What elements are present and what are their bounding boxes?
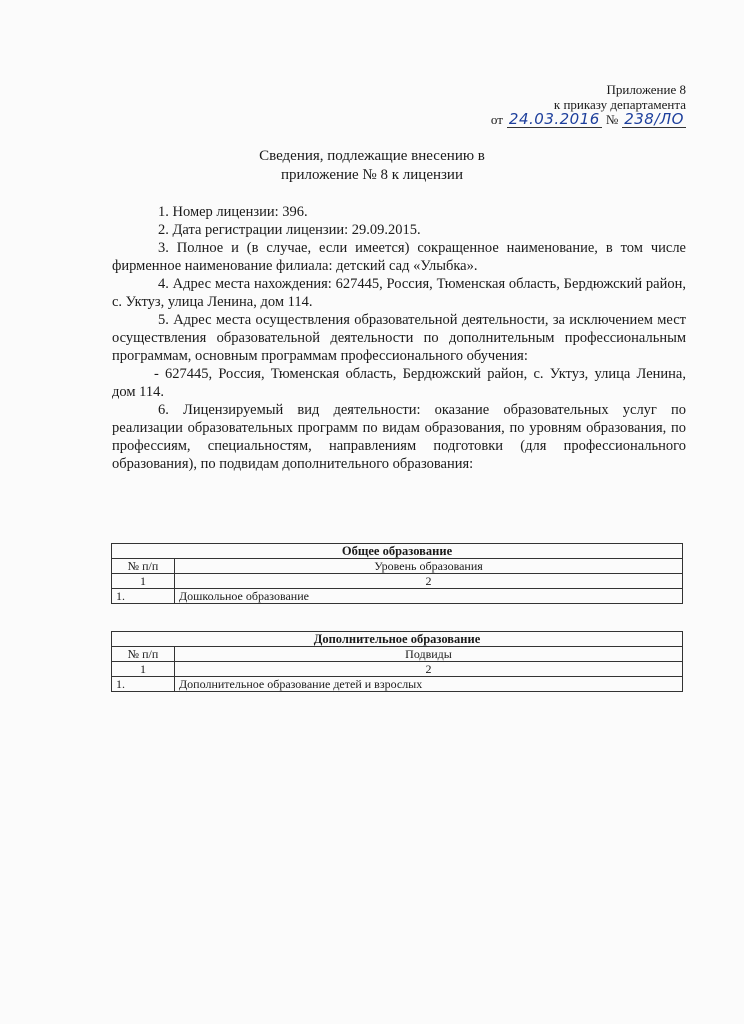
row-value: Дополнительное образование детей и взрослых — [175, 677, 683, 692]
appendix-header — [491, 82, 686, 128]
item-branch-name: 3. Полное и (в случае, если имеется) сокращенное наименование, в том числе фирменное наименование филиала: детский сад «Улыбка». — [112, 240, 686, 274]
title-line-2: приложение № 8 к лицензии — [280, 167, 463, 183]
item-registration-date: 2. Дата регистрации лицензии: 29.09.2015. — [158, 222, 421, 238]
item-licensed-activity: 6. Лицензируемый вид деятельности: оказание образовательных услуг по реализации образовательных программ по видам образования, по уровням образования, по профессиям, специальностям, направлениям подготовки (для профессионального образования), по подвидам дополнительного образования: — [112, 402, 686, 472]
table-title: Дополнительное образование — [112, 632, 683, 647]
item-activity-addresses: 5. Адрес места осуществления образовательной деятельности, за исключением мест осуществления образовательной деятельности по дополнительным профессиональным программам, основным программам профессионального обучения: — [112, 312, 686, 364]
col-index-1: 1 — [112, 662, 175, 677]
item-license-number: 1. Номер лицензии: 396. — [158, 204, 308, 220]
table-title: Общее образование — [112, 544, 683, 559]
additional-education-table — [111, 631, 683, 692]
general-education-table — [111, 543, 683, 604]
title-line-1: Сведения, подлежащие внесению в — [259, 148, 485, 164]
row-number: 1. — [112, 677, 175, 692]
row-value: Дошкольное образование — [175, 589, 683, 604]
col-index-1: 1 — [112, 574, 175, 589]
appendix-label: Приложение 8 — [606, 82, 686, 97]
col-header-number: № п/п — [112, 647, 175, 662]
from-label: от — [490, 112, 503, 127]
table-row — [112, 677, 683, 692]
order-reference: к приказу департамента — [553, 97, 686, 112]
document-body — [112, 203, 686, 473]
col-header-level: Уровень образования — [175, 559, 683, 574]
row-number: 1. — [112, 589, 175, 604]
col-index-2: 2 — [175, 662, 683, 677]
col-header-subtypes: Подвиды — [175, 647, 683, 662]
order-date-number-line — [491, 112, 686, 128]
col-header-number: № п/п — [112, 559, 175, 574]
item-activity-address-entry: - 627445, Россия, Тюменская область, Бердюжский район, с. Уктуз, улица Ленина, дом 114. — [112, 366, 686, 400]
handwritten-date: 24.03.2016 — [508, 110, 600, 128]
col-index-2: 2 — [175, 574, 683, 589]
document-title — [0, 147, 744, 185]
number-label: № — [605, 112, 619, 127]
item-location-address: 4. Адрес места нахождения: 627445, Россия, Тюменская область, Бердюжский район, с. Уктуз, улица Ленина, дом 114. — [112, 276, 686, 310]
handwritten-number: 238/ЛО — [624, 110, 684, 128]
table-row — [112, 589, 683, 604]
